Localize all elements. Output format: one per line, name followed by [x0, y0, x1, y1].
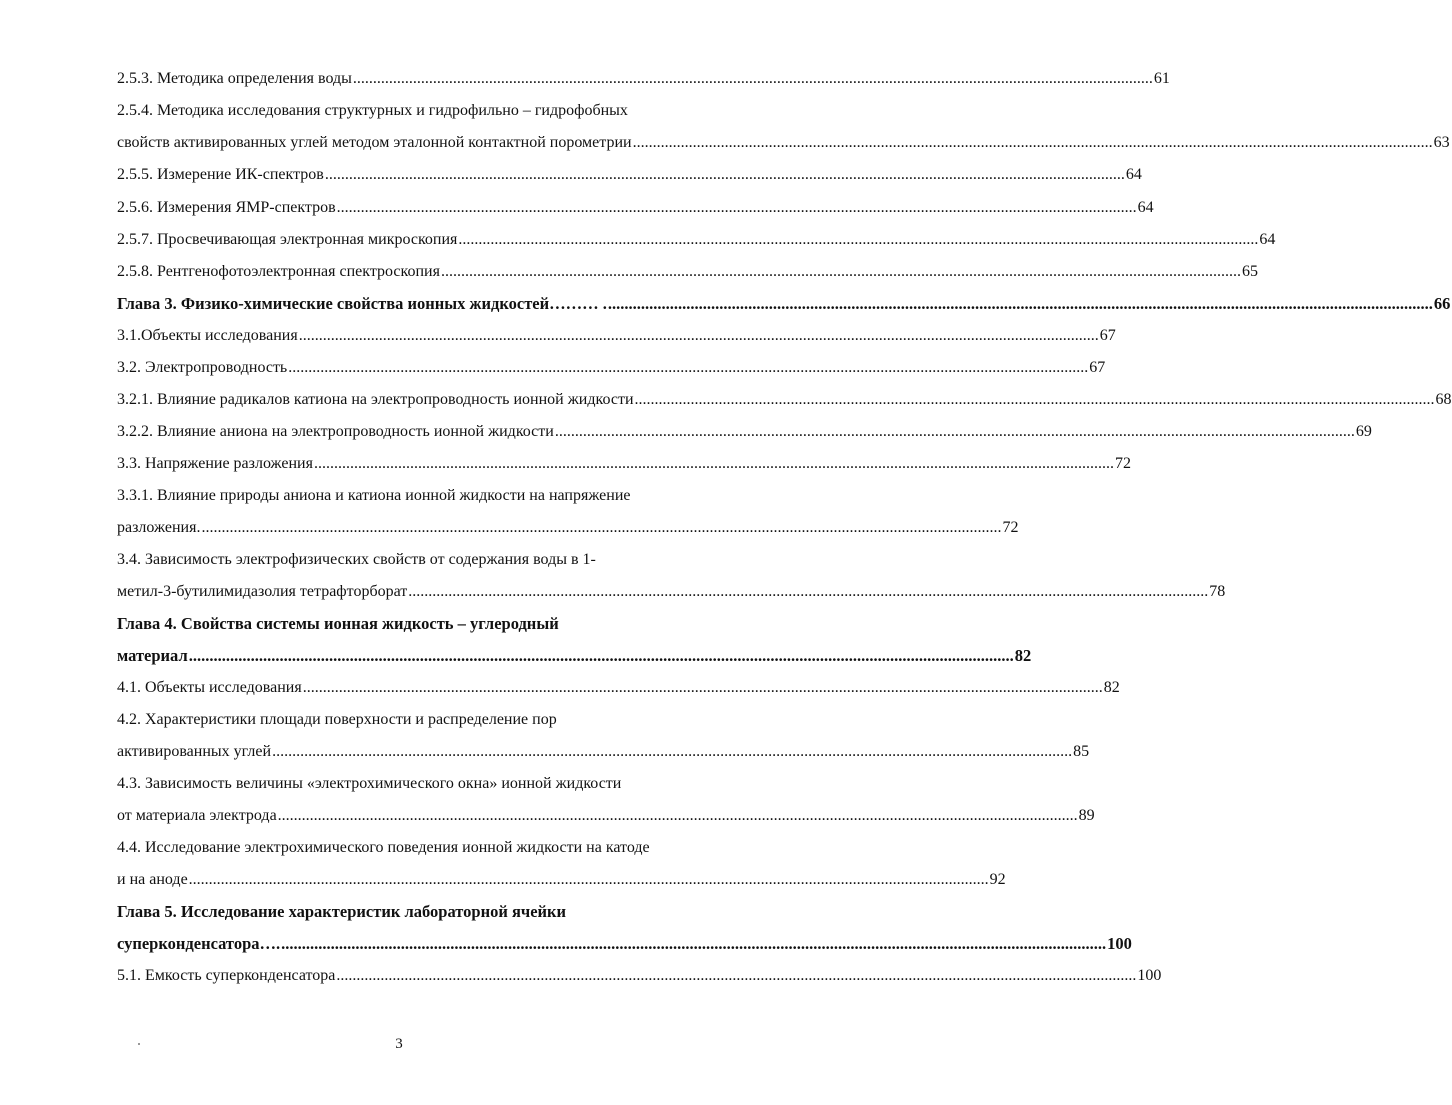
leader-dots: ........................................................................................................................................................................................................ [288, 359, 1089, 376]
toc-entry-4-3-line2 [117, 801, 1095, 831]
toc-entry-3-2-2 [117, 417, 1372, 447]
toc-chapter-4-line1: Глава 4. Свойства системы ионная жидкость – углеродный [117, 614, 559, 633]
toc-entry-4-2-line1: 4.2. Характеристики площади поверхности и распределение пор [117, 711, 557, 728]
leader-dots: ........................................................................................................................................................................................................ [336, 967, 1137, 984]
toc-entry-4-3-line1: 4.3. Зависимость величины «электрохимического окна» ионной жидкости [117, 775, 622, 792]
toc-chapter-title: материал [117, 646, 188, 665]
toc-chapter-title: суперконденсатора…. [117, 934, 281, 953]
toc-entry-title: 3.2.2. Влияние аниона на электропроводность ионной жидкости [117, 423, 554, 440]
toc-entry-title: 5.1. Емкость суперконденсатора [117, 967, 336, 984]
toc-entry-title: 3.2. Электропроводность [117, 359, 288, 376]
leader-dots: ........................................................................................................................................................................................................ [298, 327, 1099, 344]
toc-entry-3-3 [117, 449, 1131, 479]
toc-entry-2-5-7 [117, 225, 1276, 255]
toc-entry-2-5-4-line1: 2.5.4. Методика исследования структурных и гидрофильно – гидрофобных [117, 102, 628, 119]
leader-dots: ........................................................................................................................................................................................................ [313, 455, 1114, 472]
toc-entry-page: 100 [1137, 967, 1162, 984]
toc-entry-3-4-line1: 3.4. Зависимость электрофизических свойств от содержания воды в 1- [117, 551, 596, 568]
leader-dots: ........................................................................................................................................................................................................ [634, 391, 1435, 408]
toc-entry-title: 2.5.3. Методика определения воды [117, 70, 352, 87]
leader-dots: ........................................................................................................................................................................................................ [324, 166, 1125, 183]
toc-chapter-4-line2 [117, 641, 1032, 671]
toc-entry-2-5-8 [117, 257, 1258, 287]
toc-entry-title: и на аноде [117, 871, 188, 888]
toc-entry-page: 78 [1209, 583, 1226, 600]
leader-dots: ........................................................................................................................................................................................................ [408, 583, 1209, 600]
toc-entry-title: 3.2.1. Влияние радикалов катиона на электропроводность ионной жидкости [117, 391, 634, 408]
toc-entry-3-3-1-line2 [117, 513, 1019, 543]
toc-entry-3-1 [117, 321, 1116, 351]
toc-entry-page: 68 [1435, 391, 1452, 408]
toc-entry-page: 69 [1355, 423, 1372, 440]
toc-entry-4-4-line2 [117, 865, 1006, 895]
leader-dots: ........................................................................................................................................................................................................ [336, 199, 1137, 216]
toc-entry-3-2-1 [117, 385, 1452, 415]
toc-entry-title: 2.5.6. Измерения ЯМР-спектров [117, 199, 336, 216]
toc-entry-title: от материала электрода [117, 807, 277, 824]
toc-entry-page: 67 [1099, 327, 1116, 344]
toc-entry-title: 4.1. Объекты исследования [117, 679, 302, 696]
toc-entry-page: 61 [1153, 70, 1170, 87]
leader-dots: ........................................................................................................................................................................................................ [272, 743, 1073, 760]
leader-dots: ........................................................................................................................................................................................................ [458, 231, 1259, 248]
toc-entry-page: 89 [1078, 807, 1095, 824]
toc-entry-page: 64 [1125, 166, 1142, 183]
toc-entry-title: разложения. [117, 519, 201, 536]
leader-dots: ........................................................................................................................................................................................................ [554, 423, 1355, 440]
toc-entry-2-5-3 [117, 64, 1170, 94]
toc-entry-page: 100 [1107, 934, 1132, 953]
toc-entry-3-4-line2 [117, 577, 1226, 607]
toc-entry-page: 65 [1241, 263, 1258, 280]
leader-dots: ........................................................................................................................................................................................................ [281, 934, 1107, 953]
toc-entry-page: 66 [1433, 294, 1451, 313]
toc-entry-2-5-4-line2 [117, 128, 1450, 158]
toc-entry-4-2-line2 [117, 737, 1090, 767]
toc-entry-5-1 [117, 961, 1162, 991]
toc-entry-page: 64 [1259, 231, 1276, 248]
toc-entry-title: активированных углей [117, 743, 272, 760]
leader-dots: ........................................................................................................................................................................................................ [302, 679, 1103, 696]
toc-chapter-title: Глава 3. Физико-химические свойства ионных жидкостей……… . [117, 294, 607, 313]
toc-chapter-5-line2 [117, 929, 1132, 959]
toc-entry-page: 85 [1073, 743, 1090, 760]
leader-dots: ........................................................................................................................................................................................................ [277, 807, 1078, 824]
toc-entry-page: 82 [1103, 679, 1120, 696]
toc-entry-2-5-5 [117, 160, 1142, 190]
leader-dots: ........................................................................................................................................................................................................ [188, 646, 1014, 665]
toc-chapter-5-line1: Глава 5. Исследование характеристик лабораторной ячейки [117, 902, 567, 921]
toc-entry-3-2 [117, 353, 1106, 383]
toc-entry-page: 72 [1002, 519, 1019, 536]
toc-entry-title: 2.5.5. Измерение ИК-спектров [117, 166, 324, 183]
toc-chapter-3 [117, 289, 1451, 319]
toc-entry-3-3-1-line1: 3.3.1. Влияние природы аниона и катиона ионной жидкости на напряжение [117, 487, 631, 504]
page-number: 3 [395, 1036, 403, 1052]
toc-entry-4-4-line1: 4.4. Исследование электрохимического поведения ионной жидкости на катоде [117, 839, 650, 856]
toc-entry-page: 92 [989, 871, 1006, 888]
toc-entry-title: свойств активированных углей методом эталонной контактной порометрии [117, 134, 632, 151]
toc-entry-page: 67 [1089, 359, 1106, 376]
toc-entry-title: 2.5.8. Рентгенофотоэлектронная спектроскопия [117, 263, 440, 280]
toc-entry-page: 82 [1014, 646, 1032, 665]
toc-entry-page: 63 [1433, 134, 1450, 151]
leader-dots: ........................................................................................................................................................................................................ [201, 519, 1002, 536]
leader-dots: ........................................................................................................................................................................................................ [352, 70, 1153, 87]
leader-dots: ........................................................................................................................................................................................................ [607, 294, 1433, 313]
leader-dots: ........................................................................................................................................................................................................ [632, 134, 1433, 151]
toc-entry-title: метил-3-бутилимидазолия тетрафторборат [117, 583, 408, 600]
toc-entry-4-1 [117, 673, 1120, 703]
toc-entry-title: 3.3. Напряжение разложения [117, 455, 313, 472]
toc-entry-2-5-6 [117, 193, 1154, 223]
toc-entry-page: 72 [1114, 455, 1131, 472]
leader-dots: ........................................................................................................................................................................................................ [440, 263, 1241, 280]
toc-entry-title: 3.1.Объекты исследования [117, 327, 298, 344]
toc-entry-page: 64 [1137, 199, 1154, 216]
toc-entry-title: 2.5.7. Просвечивающая электронная микроскопия [117, 231, 458, 248]
leader-dots: ........................................................................................................................................................................................................ [188, 871, 989, 888]
